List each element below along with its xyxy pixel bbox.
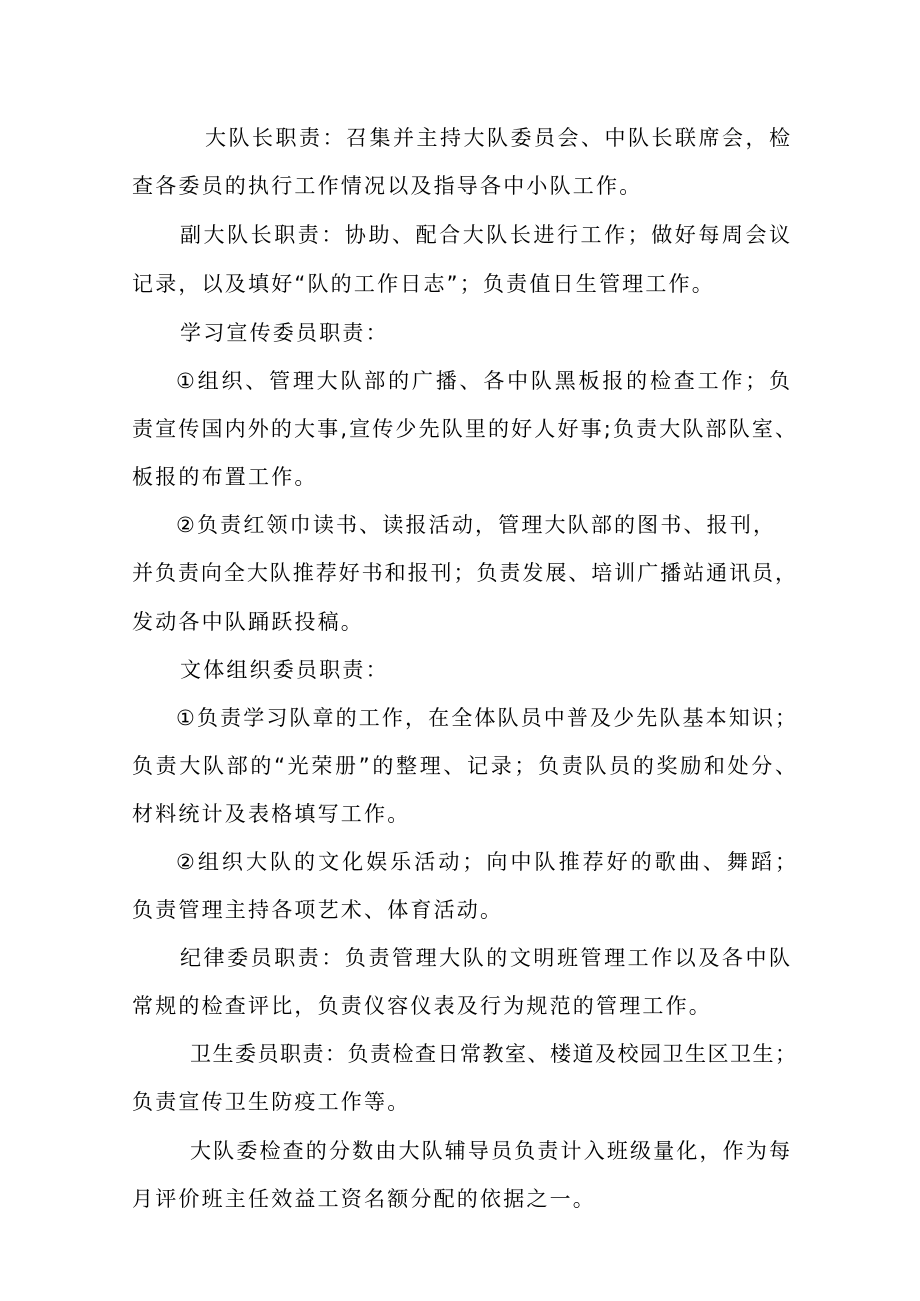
p5-line-2: 并负责向全大队推荐好书和报刊；负责发展、培训广播站通讯员， <box>132 561 796 585</box>
p4-line-1: ①组织、管理大队部的广播、各中队黑板报的检查工作；负 <box>176 369 790 393</box>
p7-line-3: 材料统计及表格填写工作。 <box>132 802 411 826</box>
p7-line-2: 负责大队部的“光荣册”的整理、记录；负责队员的奖励和处分、 <box>132 754 796 778</box>
p8-line-1: ②组织大队的文化娱乐活动；向中队推荐好的歌曲、舞蹈； <box>176 850 796 874</box>
p1-line-1: 大队长职责：召集并主持大队委员会、中队长联席会，检 <box>205 126 790 150</box>
p4-line-3: 板报的布置工作。 <box>132 465 318 489</box>
p6-line-1: 文体组织委员职责： <box>180 658 389 682</box>
p9-line-1: 纪律委员职责：负责管理大队的文明班管理工作以及各中队 <box>180 946 790 970</box>
p1-line-2: 查各委员的执行工作情况以及指导各中小队工作。 <box>132 174 643 198</box>
p4-line-2: 责宣传国内外的大事,宣传少先队里的好人好事;负责大队部队室、 <box>132 417 796 441</box>
p10-line-2: 负责宣传卫生防疫工作等。 <box>132 1090 411 1114</box>
p3-line-1: 学习宣传委员职责： <box>180 321 389 345</box>
p5-line-1: ②负责红领巾读书、读报活动，管理大队部的图书、报刊， <box>176 513 774 537</box>
p10-line-1: 卫生委员职责：负责检查日常教室、楼道及校园卫生区卫生； <box>190 1042 796 1066</box>
p2-line-1: 副大队长职责：协助、配合大队长进行工作；做好每周会议 <box>180 223 790 247</box>
p11-line-1: 大队委检查的分数由大队辅导员负责计入班级量化，作为每 <box>190 1139 790 1163</box>
p7-line-1: ①负责学习队章的工作，在全体队员中普及少先队基本知识； <box>176 706 796 730</box>
p9-line-2: 常规的检查评比，负责仪容仪表及行为规范的管理工作。 <box>132 994 712 1018</box>
p2-line-2: 记录，以及填好“队的工作日志”；负责值日生管理工作。 <box>132 272 715 296</box>
p8-line-2: 负责管理主持各项艺术、体育活动。 <box>132 898 504 922</box>
p11-line-2: 月评价班主任效益工资名额分配的依据之一。 <box>132 1187 596 1211</box>
p5-line-3: 发动各中队踊跃投稿。 <box>132 610 364 634</box>
